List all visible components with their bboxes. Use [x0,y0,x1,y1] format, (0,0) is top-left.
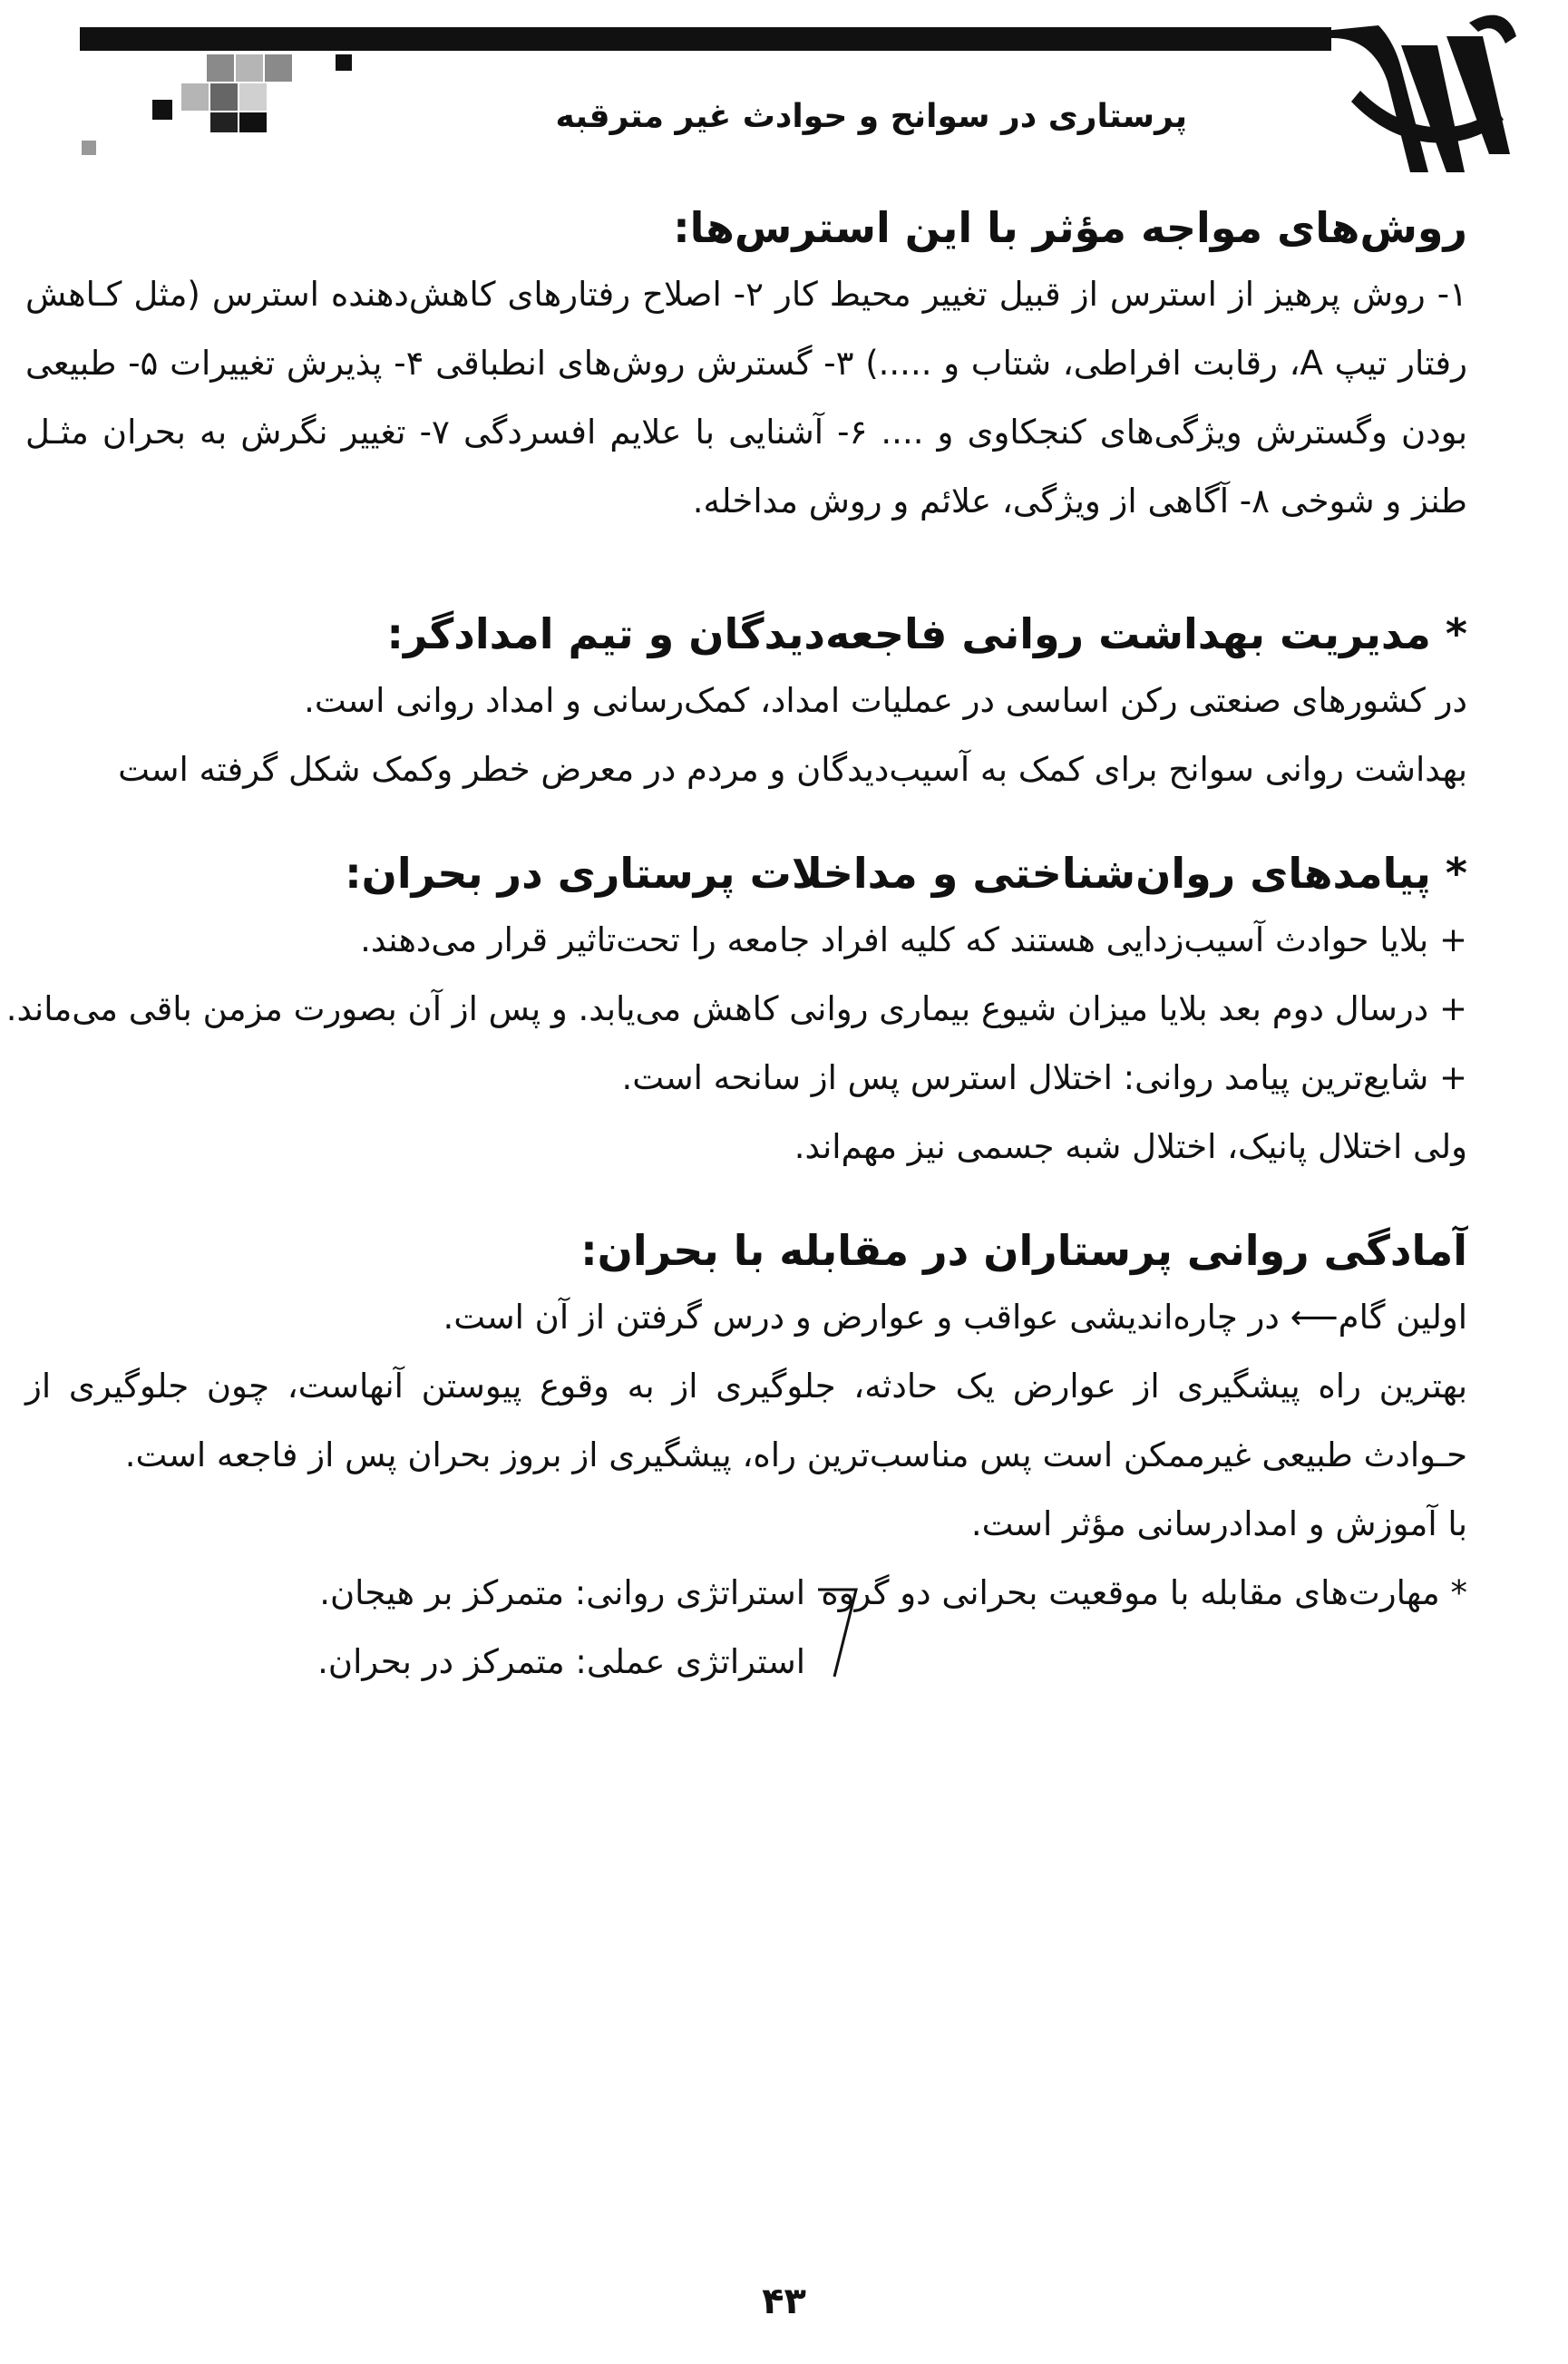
decor-square [207,54,234,82]
text-line: اولین گام⟵ در چاره‌اندیشی عواقب و عوارض و درس گرفتن از آن است. [443,1298,1467,1337]
section-heading: روش‌های مواجه مؤثر با این استرس‌ها: [673,203,1467,252]
section-heading: * پیامدهای روان‌شناختی و مداخلات پرستاری در بحران: [345,849,1467,898]
decor-square [265,54,292,82]
text-line: با آموزش و امدادرسانی مؤثر است. [970,1504,1467,1543]
text-line: ولی اختلال پانیک، اختلال شبه جسمی نیز مهم‌اند. [794,1127,1467,1166]
strategy-practical: استراتژی عملی: متمرکز در بحران. [317,1642,805,1681]
bullet-line: + درسال دوم بعد بلایا میزان شیوع بیماری روانی کاهش می‌یابد. و پس از آن بصورت مزمن باقی می‌ماند. [5,989,1467,1028]
running-title: پرستاری در سوانح و حوادث غیر مترقبه [555,98,1187,135]
strategy-emotional: استراتژی روانی: متمرکز بر هیجان. [319,1573,805,1612]
decor-square [210,83,238,111]
decor-square [210,112,238,132]
page-content [5,195,1468,1704]
section-heading: * مدیریت بهداشت روانی فاجعه‌دیدگان و تیم امدادگر: [386,609,1467,658]
paragraph: بهترین راه پیشگیری از عوارض یک حادثه، جلوگیری از به وقوع پیوستن آنهاست، چون جلوگیری از حـوادث طبیعی غیرممکن است پس مناسب‌ترین راه، پیشگیری از بروز بحران پس از فاجعه است. [25,1367,1467,1474]
text-line: بهداشت روانی سوانح برای کمک به آسیب‌دیدگان و مردم در معرض خطر وکمک شکل گرفته است [118,750,1467,789]
section-readiness [25,1218,1467,1704]
decor-square [152,100,172,120]
bracket-icon [814,1577,860,1686]
bullet-line: + بلایا حوادث آسیب‌زدایی هستند که کلیه افراد جامعه را تحت‌تاثیر قرار می‌دهند. [360,920,1467,959]
section-heading: آمادگی روانی پرستاران در مقابله با بحران: [580,1226,1467,1275]
skills-intro: * مهارت‌های مقابله با موقعیت بحرانی دو گروه [821,1573,1467,1612]
section-coping [25,195,1467,536]
decor-square [239,83,267,111]
publisher-logo [1251,0,1524,195]
page-number: ۴۳ [762,2281,806,2322]
paragraph: ۱- روش پرهیز از استرس از قبیل تغییر محیط کار ۲- اصلاح رفتارهای کاهش‌دهنده استرس (مثل کـاهش رفتار تیپ A، رقابت افراطی، شتاب و .....) ۳- گسترش روش‌های انطباقی ۴- پذیرش تغییرات ۵- طبیعی بودن وگسترش ویژگی‌های کنجکاوی و .... ۶- آشنایی با علایم افسردگی ۷- تغییر نگرش به بحران مثـل طنز و شوخی ۸- آگاهی از ویژگی، علائم و روش مداخله. [25,275,1468,520]
decor-square [181,83,209,111]
decor-square [239,112,267,132]
coping-strategies [25,1559,1467,1704]
decor-square [236,54,263,82]
decor-square [336,54,352,71]
section-consequences [5,841,1467,1182]
decor-square [82,141,96,155]
bullet-line: + شایع‌ترین پیامد روانی: اختلال استرس پس از سانحه است. [621,1058,1467,1097]
section-mental-health [25,601,1467,804]
text-line: در کشورهای صنعتی رکن اساسی در عملیات امداد، کمک‌رسانی و امداد روانی است. [304,681,1467,720]
header-band [80,27,1331,51]
